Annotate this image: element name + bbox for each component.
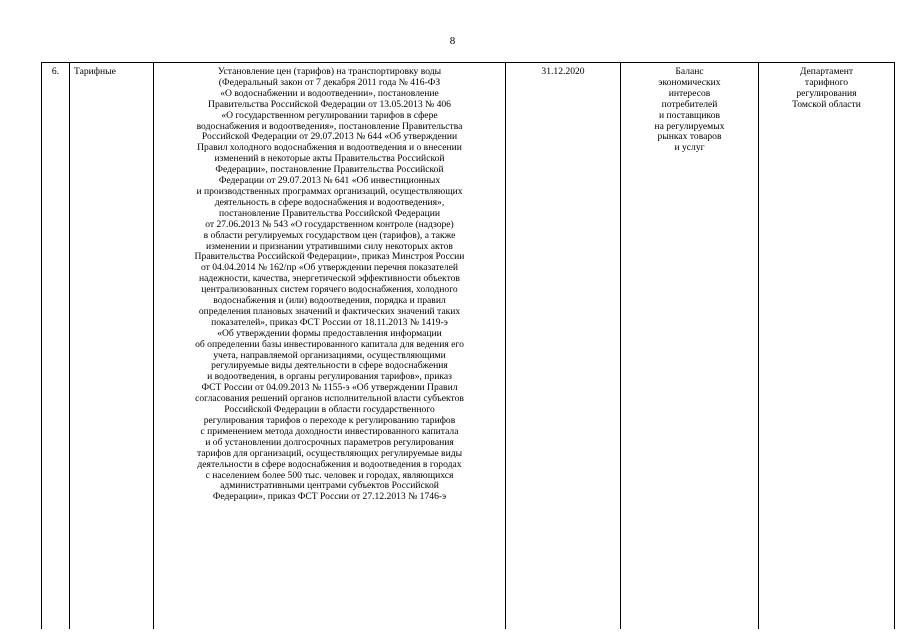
description-line: Российской Федерации от 29.07.2013 № 644 «Об утверждении: [201, 131, 458, 143]
description-line: «Об утверждении формы предоставления информации: [217, 327, 442, 339]
description-line: определения плановых значений и фактических значений таких: [198, 305, 461, 317]
row-number: 6.: [51, 66, 60, 77]
description-line: (Федеральный закон от 7 декабря 2011 года № 416-ФЗ: [218, 76, 441, 88]
goal-line: и услуг: [674, 142, 705, 154]
row-type-cell: [70, 63, 154, 630]
description-line: надежности, качества, энергетической эффективности объектов: [199, 273, 460, 285]
description-line: водоснабжения и (или) водоотведения, порядка и правил: [213, 295, 446, 307]
goal-line: Баланс: [675, 66, 704, 77]
description-line: изменений в некоторые акты Правительства Российской: [214, 153, 445, 165]
description-line: об определении базы инвестированного капитала для ведения его: [195, 338, 464, 350]
regulation-table: [41, 62, 895, 629]
row-description-cell: [154, 63, 506, 630]
description-line: регулирования тарифов о переходе к регулированию тарифов: [203, 415, 456, 426]
description-line: согласования решений органов исполнительной власти субъектов: [195, 393, 464, 405]
row-type: Тарифные: [74, 66, 116, 77]
description-line: с населением более 500 тыс. человек и городах, являющихся: [205, 469, 454, 481]
row-responsible: [763, 67, 890, 111]
description-line: Федерации», приказ ФСТ России от 27.12.2013 № 1746-э: [212, 491, 447, 503]
description-line: тарифов для организаций, осуществляющих регулируемые виды: [196, 447, 463, 459]
row-number-cell: [42, 63, 70, 630]
description-line: с применением метода доходности инвестированного капитала: [200, 425, 459, 437]
goal-line: рынках товаров: [657, 131, 722, 143]
description-line: деятельности в сфере водоснабжения и водоотведения в городах: [197, 458, 462, 470]
responsible-line: Департамент: [799, 66, 854, 77]
description-line: изменении и признании утратившими силу некоторых актов: [206, 240, 453, 252]
description-line: Правительства Российской Федерации», приказ Минстроя России: [194, 251, 465, 263]
description-line: централизованных систем горячего водоснабжения, холодного: [201, 284, 458, 296]
responsible-line: Томской области: [792, 98, 861, 110]
description-line: регулируемые виды деятельности в сфере водоснабжения: [211, 360, 448, 372]
goal-line: и поставщиков: [658, 109, 721, 121]
description-line: в области регулируемых государством цен (тарифов), а также: [203, 229, 456, 241]
description-line: и об установлении долгосрочных параметров регулирования: [205, 436, 454, 448]
responsible-line: тарифного: [804, 76, 849, 88]
description-line: Федерации», постановление Правительства Российской: [215, 164, 444, 176]
goal-line: на регулируемых: [654, 120, 725, 132]
description-line: Установление цен (тарифов) на транспортировку воды: [217, 66, 442, 77]
description-line: от 27.06.2013 № 543 «О государственном контроле (надзоре): [205, 218, 454, 230]
description-line: учета, направляемой организациями, осуществляющими: [213, 349, 446, 361]
description-line: Российской Федерации в области государственного: [224, 404, 435, 416]
description-line: водоснабжения и водоотведения», постановление Правительства: [196, 120, 463, 132]
description-line: «О государственном регулировании тарифов в сфере: [221, 109, 438, 121]
goal-line: экономических: [658, 76, 721, 88]
table-row: [42, 63, 895, 630]
description-line: «О водоснабжении и водоотведении», постановление: [220, 87, 439, 99]
description-line: Правительства Российской Федерации от 13.05.2013 № 406: [208, 98, 451, 110]
description-line: постановление Правительства Российской Федерации: [218, 207, 441, 219]
description-line: от 04.04.2014 № 162/пр «Об утверждении перечня показателей: [201, 262, 458, 274]
row-date: 31.12.2020: [541, 66, 585, 77]
row-date-cell: [506, 63, 621, 630]
description-line: и производственных программах организаций, осуществляющих: [196, 185, 463, 197]
page-number: 8: [449, 35, 456, 47]
description-line: административными центрами субъектов Российской: [220, 480, 439, 492]
row-goal: [625, 67, 754, 154]
row-responsible-cell: [759, 63, 895, 630]
description-line: показателей», приказ ФСТ России от 18.11.2013 № 1419-э: [211, 316, 448, 328]
goal-line: потребителей: [661, 98, 718, 110]
description-line: и водоотведения, в органы регулирования тарифов», приказ: [207, 371, 452, 383]
description-line: деятельность в сфере водоснабжения и водоотведения»,: [214, 196, 445, 208]
responsible-line: регулирования: [796, 87, 857, 99]
row-goal-cell: [621, 63, 759, 630]
row-description: [158, 67, 501, 503]
description-line: ФСТ России от 04.09.2013 № 1155-э «Об утверждении Правил: [201, 382, 458, 394]
description-line: Федерации от 29.07.2013 № 641 «Об инвестиционных: [218, 175, 441, 187]
goal-line: интересов: [668, 87, 711, 99]
description-line: Правил холодного водоснабжения и водоотведения и о внесении: [197, 142, 462, 154]
